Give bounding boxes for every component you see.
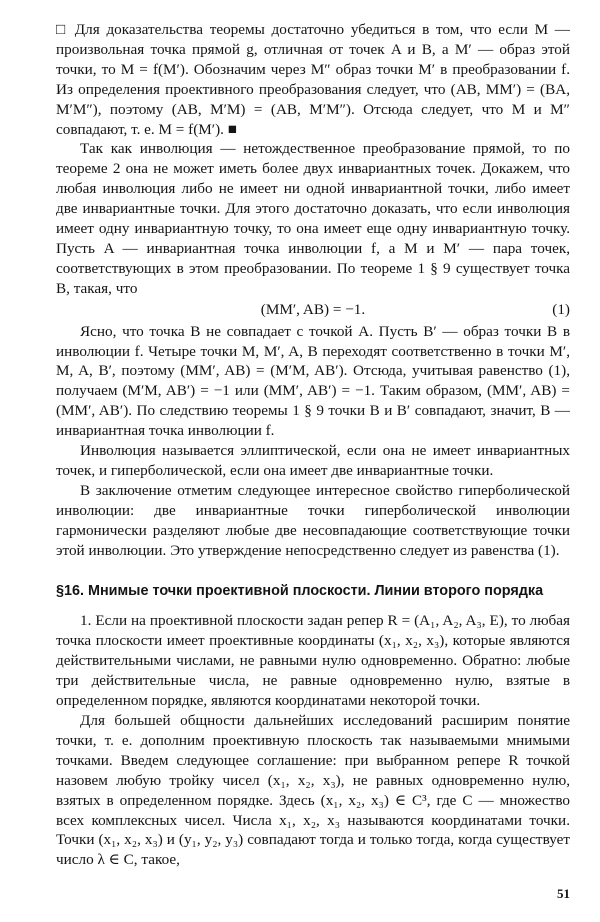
page-number: 51 xyxy=(557,886,570,901)
paragraph-2: Так как инволюция — нетождественное преобразование прямой, то по теореме 2 она не может иметь более двух инвариантных точек. Докажем, что любая инволюция либо не имеет ни одной инвариантной точки, либо имеет две инвариантные точки. Для этого достаточно доказать, что если инволюция имеет одну инвариантную точку, то она имеет еще одну инвариантную точку. Пусть A — инвариантная точка инволюции f, а M и M′ — пара точек, соответствующих в этом преобразовании. По теореме 1 § 9 существует точка B, такая, что xyxy=(56,140,570,297)
equation-text: (MM′, AB) = −1. xyxy=(260,300,366,318)
equation-1 xyxy=(56,300,570,320)
paragraph-7: Для большей общности дальнейших исследований расширим понятие точки, т. е. дополним проективную плоскость так называемыми мнимыми точками. Введем следующее соглашение: при выбранном репере R точкой назовем любую тройку чисел (x₁, x₂, x₃), не равных одновременно нулю, взятых в определенном порядке. Здесь (x₁, x₂, x₃) ∈ C³, где C — множество всех комплексных чисел. Числа x₁, x₂, x₃ называются координатами точки. Точки (x₁, x₂, x₃) и (y₁, y₂, y₃) совпадают тогда и только тогда, когда существует число λ ∈ C, такое, xyxy=(56,712,570,869)
page-body xyxy=(56,20,570,870)
section-heading: §16. Мнимые точки проективной плоскости. Линии второго порядка xyxy=(56,583,544,600)
paragraph-6: 1. Если на проективной плоскости задан репер R = (A₁, A₂, A₃, E), то любая точка плоскости имеет проективные координаты (x₁, x₂, x₃), которые являются действительными числами, не равными нулю одновременно. Обратно: любые три действительные числа, не равные одновременно нулю, взятые в определенном порядке, являются координатами некоторой точки. xyxy=(56,612,570,710)
equation-number: (1) xyxy=(552,300,570,318)
paragraph-5: В заключение отметим следующее интересное свойство гиперболической инволюции: две инвариантные точки гиперболической инволюции гармонически разделяют любые две несовпадающие соответствующие точки этой инволюции. Это утверждение непосредственно следует из равенства (1). xyxy=(56,481,570,559)
paragraph-4: Инволюция называется эллиптической, если она не имеет инвариантных точек, и гиперболической, если она имеет две инвариантные точки. xyxy=(56,442,570,479)
paragraph-1: □ Для доказательства теоремы достаточно убедиться в том, что если M — произвольная точка прямой g, отличная от точек A и B, а M′ — образ этой точки, то M = f(M′). Обозначим через M″ образ точки M′ в преобразовании f. Из определения проективного преобразования следует, что (AB, MM′) = (BA, M′M″), поэтому (AB, M′M) = (AB, M′M″). Отсюда следует, что M и M″ совпадают, т. е. M = f(M′). ■ xyxy=(56,21,570,138)
paragraph-3: Ясно, что точка B не совпадает с точкой A. Пусть B′ — образ точки B в инволюции f. Четыре точки M, M′, A, B переходят соответственно в точки M′, M, A, B′, поэтому (MM′, AB) = (M′M, AB′). Отсюда, учитывая равенство (1), получаем (M′M, AB′) = −1 или (MM′, AB′) = −1. Таким образом, (MM′, AB) = (MM′, AB′). По следствию теоремы 1 § 9 точки B и B′ совпадают, значит, B — инвариантная точка инволюции f. xyxy=(56,322,570,440)
